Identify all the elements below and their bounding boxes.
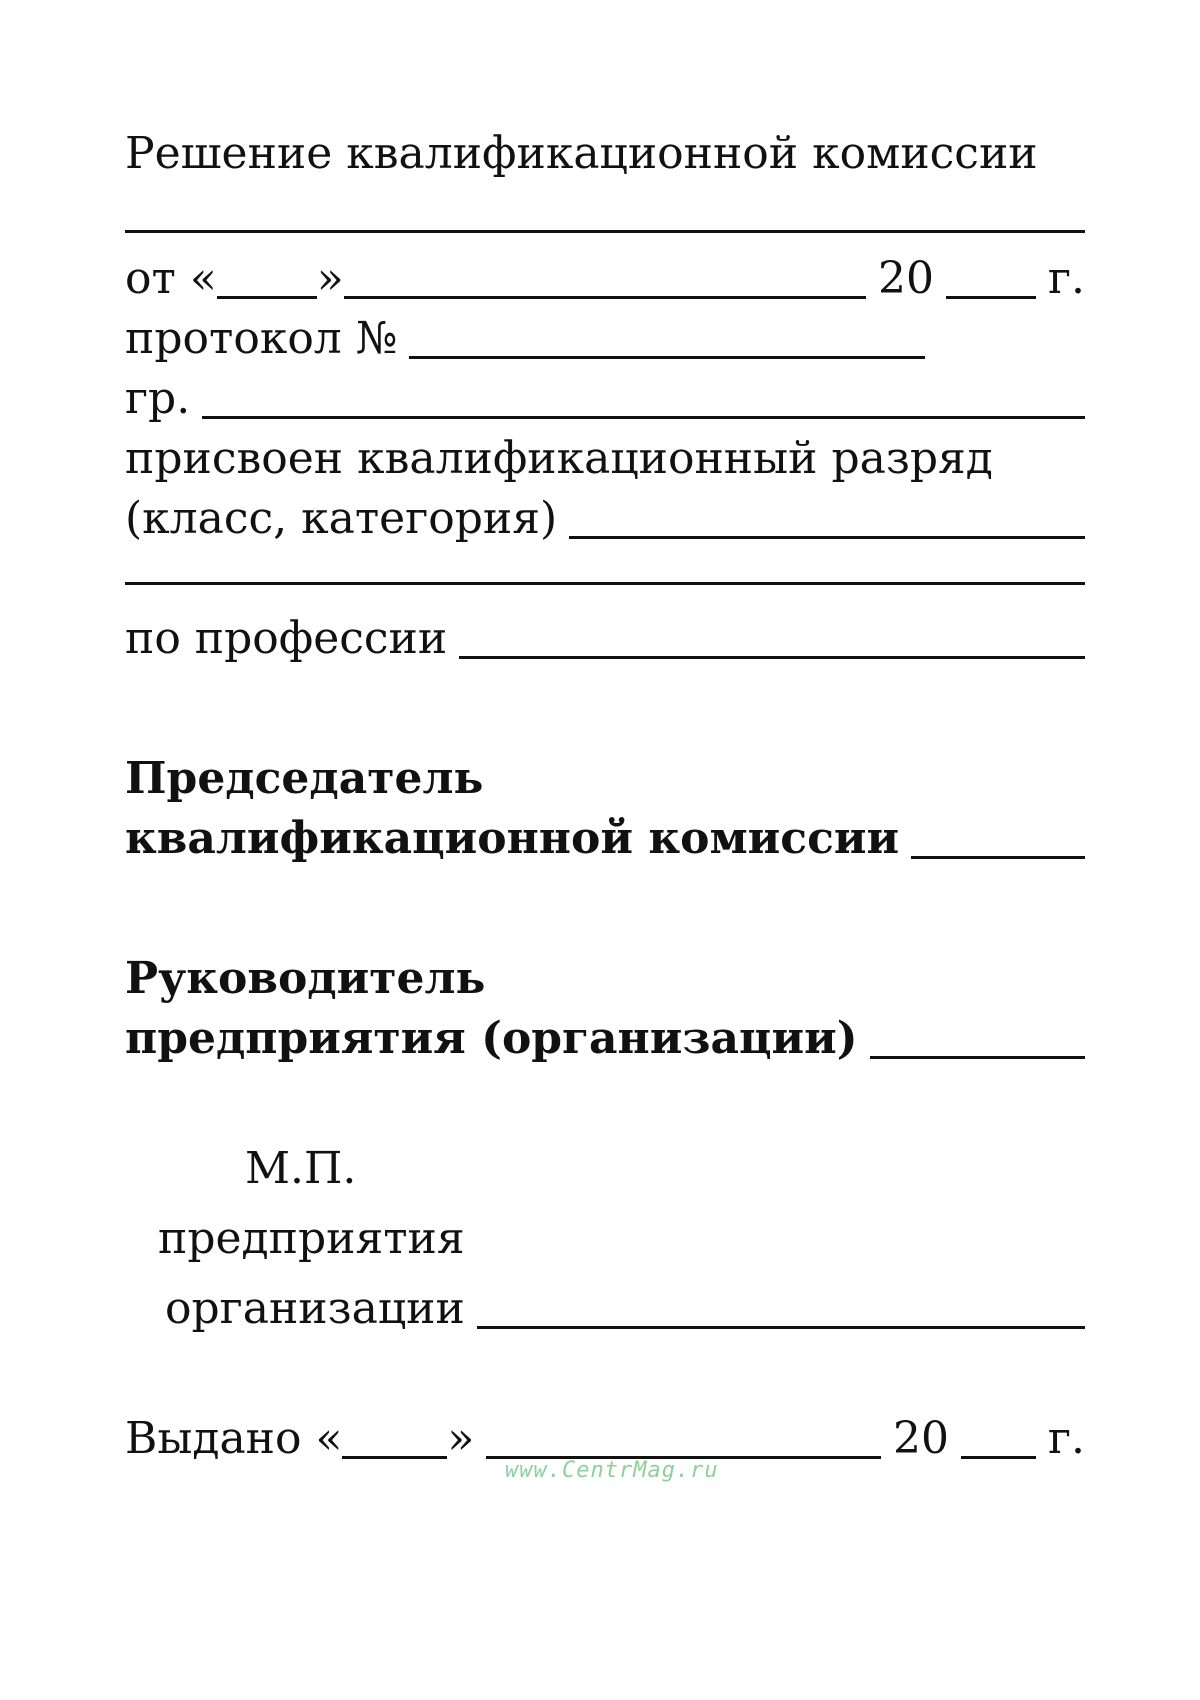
stamp-line-1: предприятия xyxy=(158,1213,465,1264)
issued-year-suffix: г. xyxy=(1047,1413,1085,1464)
stamp-blank xyxy=(477,1326,1085,1329)
issued-row xyxy=(125,1405,1085,1465)
assigned-label-2: (класс, категория) xyxy=(125,493,558,544)
date-year-suffix: г. xyxy=(1047,253,1085,304)
assigned-row-2 xyxy=(125,485,1085,545)
protocol-row xyxy=(125,305,925,365)
date-quote-close: » xyxy=(316,253,344,304)
issued-quote-close: » xyxy=(447,1413,475,1464)
profession-row xyxy=(125,605,1085,665)
watermark-text: www.CentrMag.ru xyxy=(505,1458,719,1483)
blank-line-1 xyxy=(125,230,1085,233)
director-row-1 xyxy=(125,945,1085,1005)
form-title: Решение квалификационной комиссии xyxy=(125,128,1038,179)
director-label-2: предприятия (организации) xyxy=(125,1013,858,1064)
protocol-blank xyxy=(409,356,925,359)
stamp-label: М.П. xyxy=(245,1143,357,1194)
day-blank xyxy=(217,296,317,299)
blank-line-2 xyxy=(125,582,1085,585)
date-year-prefix: 20 xyxy=(877,253,934,304)
chairman-label-1: Председатель xyxy=(125,753,484,804)
month-blank xyxy=(344,296,866,299)
protocol-label: протокол № xyxy=(125,313,398,364)
year-blank xyxy=(946,296,1036,299)
citizen-label: гр. xyxy=(125,373,191,424)
issued-day-blank xyxy=(342,1456,447,1459)
director-signature-blank xyxy=(870,1056,1085,1059)
stamp-row-2 xyxy=(158,1205,658,1265)
citizen-row xyxy=(125,365,1085,425)
issued-year-prefix: 20 xyxy=(892,1413,949,1464)
issued-year-blank xyxy=(961,1456,1036,1459)
date-row xyxy=(125,245,1085,305)
assigned-label-1: присвоен квалификационный разряд xyxy=(125,433,993,484)
stamp-row-3 xyxy=(165,1275,1085,1335)
date-prefix: от « xyxy=(125,253,217,304)
chairman-label-2: квалификационной комиссии xyxy=(125,813,900,864)
stamp-row xyxy=(245,1135,645,1195)
chairman-signature-blank xyxy=(911,856,1085,859)
director-label-1: Руководитель xyxy=(125,953,486,1004)
citizen-blank xyxy=(202,416,1085,419)
form-title-row xyxy=(125,120,1085,180)
stamp-line-2: организации xyxy=(165,1283,465,1334)
director-row-2 xyxy=(125,1005,1085,1065)
assigned-blank xyxy=(569,536,1085,539)
profession-label: по профессии xyxy=(125,613,448,664)
chairman-row-1 xyxy=(125,745,1085,805)
assigned-row-1 xyxy=(125,425,1085,485)
profession-blank xyxy=(459,656,1085,659)
chairman-row-2 xyxy=(125,805,1085,865)
issued-prefix: Выдано « xyxy=(125,1413,343,1464)
